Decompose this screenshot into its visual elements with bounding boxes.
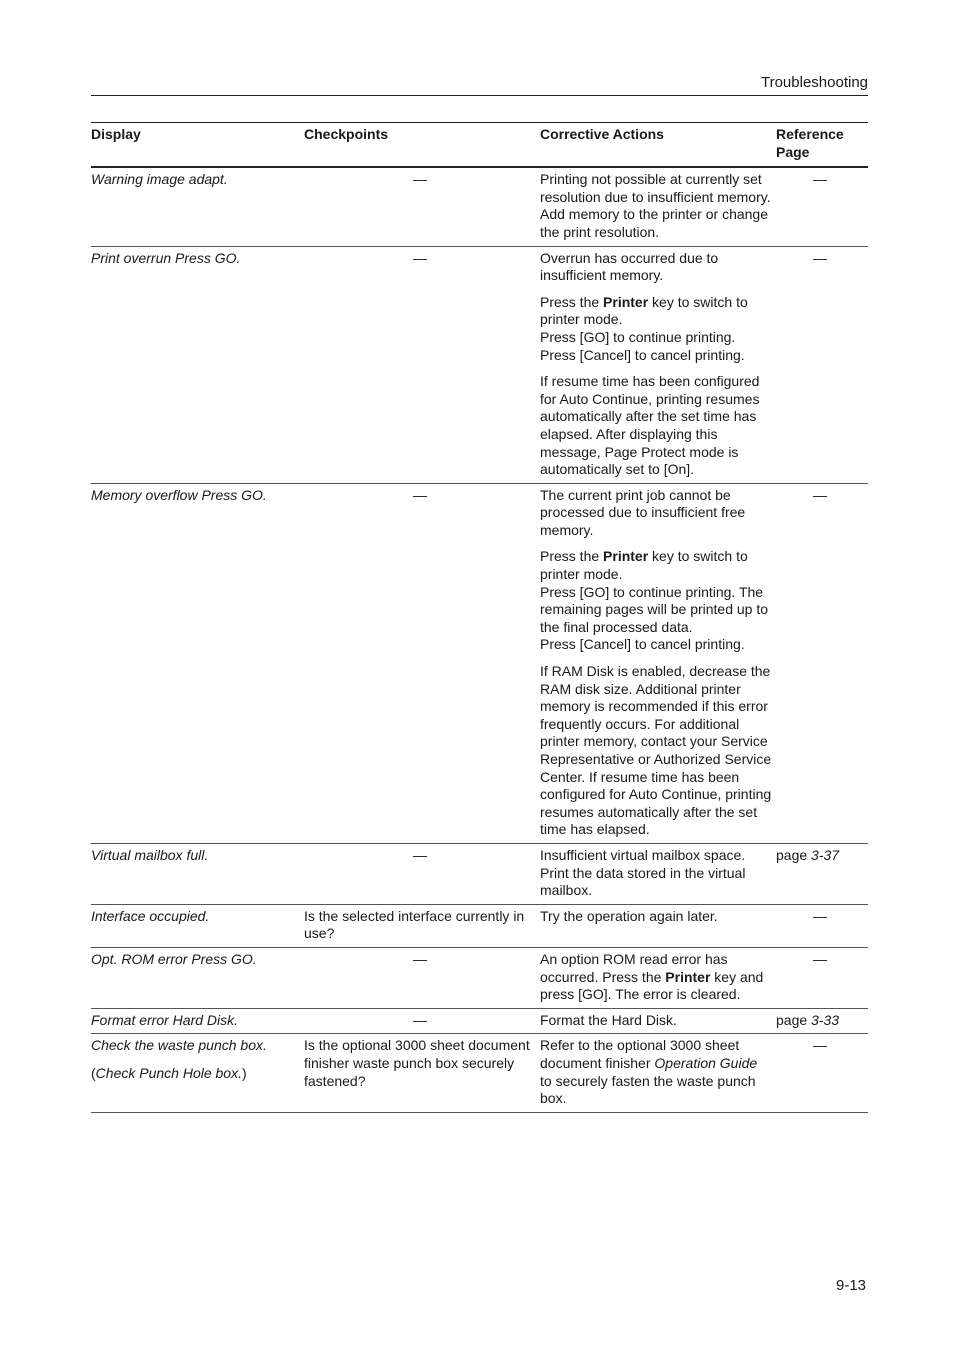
action-paragraph: If RAM Disk is enabled, decrease the RAM disk size. Additional printer memory is recommended if this error frequently occurs. For additional printer memory, contact your Service Representative or Authorized Service Center. If resume time has been configured for Auto Continue, printing resumes automatically after the set time has elapsed.	[540, 663, 772, 838]
checkpoint-text: —	[413, 950, 427, 967]
checkpoint-text: —	[413, 1011, 427, 1028]
display-message-alt: (Check Punch Hole box.)	[91, 1064, 247, 1081]
checkpoint-cell	[304, 947, 540, 1008]
corrective-actions-cell	[540, 1034, 776, 1112]
corrective-actions-cell	[540, 947, 776, 1008]
action-paragraph: The current print job cannot be processed due to insufficient free memory.	[540, 486, 746, 538]
reference-prefix: page	[776, 1011, 812, 1028]
corrective-actions-cell	[540, 246, 776, 483]
page-number: 9-13	[836, 1277, 867, 1294]
reference-cell	[776, 843, 868, 904]
display-message: Memory overflow Press GO.	[91, 483, 304, 843]
action-paragraph: If resume time has been configured for Auto Continue, printing resumes automatically after the set time has elapsed. After displaying this message, Page Protect mode is automatically set to [On].	[540, 373, 760, 478]
reference-cell	[776, 904, 868, 947]
display-message-cell	[91, 1034, 304, 1112]
reference-text: —	[813, 486, 827, 503]
reference-cell	[776, 167, 868, 246]
checkpoint-text: —	[413, 486, 427, 503]
corrective-actions-cell	[540, 167, 776, 246]
reference-cell	[776, 483, 868, 843]
page-header	[91, 72, 868, 96]
display-message: Opt. ROM error Press GO.	[91, 947, 304, 1008]
action-paragraph: Press the Printer key to switch to printer mode. Press [GO] to continue printing. Press [Cancel] to cancel printing.	[540, 293, 748, 363]
reference-text: —	[813, 950, 827, 967]
display-message: Warning image adapt.	[91, 167, 304, 246]
corrective-actions-cell	[540, 1008, 776, 1034]
checkpoint-cell	[304, 843, 540, 904]
table-header-row	[91, 123, 868, 167]
reference-text: —	[813, 907, 827, 924]
column-header-corrective-actions: Corrective Actions	[540, 123, 776, 167]
reference-text: —	[813, 1037, 827, 1054]
table-row	[91, 1034, 868, 1112]
table-row	[91, 904, 868, 947]
display-message: Check the waste punch box.	[91, 1037, 267, 1054]
corrective-actions-cell	[540, 483, 776, 843]
reference-prefix: page	[776, 846, 812, 863]
column-header-display: Display	[91, 123, 304, 167]
operation-guide-title: Operation Guide	[654, 1054, 758, 1071]
action-paragraph: An option ROM read error has occurred. Press the Printer key and press [GO]. The error is cleared.	[540, 950, 764, 1003]
action-paragraph: Overrun has occurred due to insufficient memory.	[540, 249, 719, 284]
table-row	[91, 843, 868, 904]
action-paragraph: Refer to the optional 3000 sheet document finisher Operation Guide to securely fasten the waste punch box.	[540, 1037, 758, 1107]
display-message: Interface occupied.	[91, 904, 304, 947]
checkpoint-text: —	[413, 846, 427, 863]
display-message: Virtual mailbox full.	[91, 843, 304, 904]
corrective-actions-cell	[540, 843, 776, 904]
troubleshooting-table-wrap	[91, 122, 868, 1113]
action-paragraph: Insufficient virtual mailbox space. Print the data stored in the virtual mailbox.	[540, 846, 746, 899]
table-row	[91, 483, 868, 843]
action-paragraph: Press the Printer key to switch to printer mode. Press [GO] to continue printing. The remaining pages will be printed up to the final processed data. Press [Cancel] to cancel printing.	[540, 548, 769, 653]
checkpoint-cell	[304, 167, 540, 246]
reference-text: —	[813, 249, 827, 266]
action-paragraph: Format the Hard Disk.	[540, 1011, 677, 1028]
display-message: Format error Hard Disk.	[91, 1008, 304, 1034]
checkpoint-cell	[304, 483, 540, 843]
section-title: Troubleshooting	[760, 74, 868, 91]
table-row	[91, 167, 868, 246]
printer-key-label: Printer	[665, 968, 711, 985]
column-header-checkpoints: Checkpoints	[304, 123, 540, 167]
checkpoint-cell	[304, 1008, 540, 1034]
checkpoint-text: Is the selected interface currently in use?	[304, 904, 540, 947]
table-row	[91, 246, 868, 483]
column-header-reference-page: Reference Page	[776, 123, 868, 167]
reference-page-link[interactable]: 3-33	[811, 1011, 840, 1028]
printer-key-label: Printer	[603, 293, 649, 310]
checkpoint-text: Is the optional 3000 sheet document finisher waste punch box securely fastened?	[304, 1034, 540, 1112]
reference-text: —	[813, 171, 827, 188]
display-message: Print overrun Press GO.	[91, 246, 304, 483]
reference-cell	[776, 246, 868, 483]
checkpoint-text: —	[413, 171, 427, 188]
printer-key-label: Printer	[603, 548, 649, 565]
action-paragraph: Printing not possible at currently set resolution due to insufficient memory. Add memory to the printer or change the print resolution.	[540, 171, 771, 240]
troubleshooting-table	[91, 123, 868, 1113]
reference-cell	[776, 1008, 868, 1034]
table-row	[91, 1008, 868, 1034]
checkpoint-text: —	[413, 249, 427, 266]
reference-cell	[776, 947, 868, 1008]
checkpoint-cell	[304, 246, 540, 483]
reference-cell	[776, 1034, 868, 1112]
table-row	[91, 947, 868, 1008]
corrective-actions-cell	[540, 904, 776, 947]
action-paragraph: Try the operation again later.	[540, 907, 718, 924]
reference-page-link[interactable]: 3-37	[811, 846, 840, 863]
